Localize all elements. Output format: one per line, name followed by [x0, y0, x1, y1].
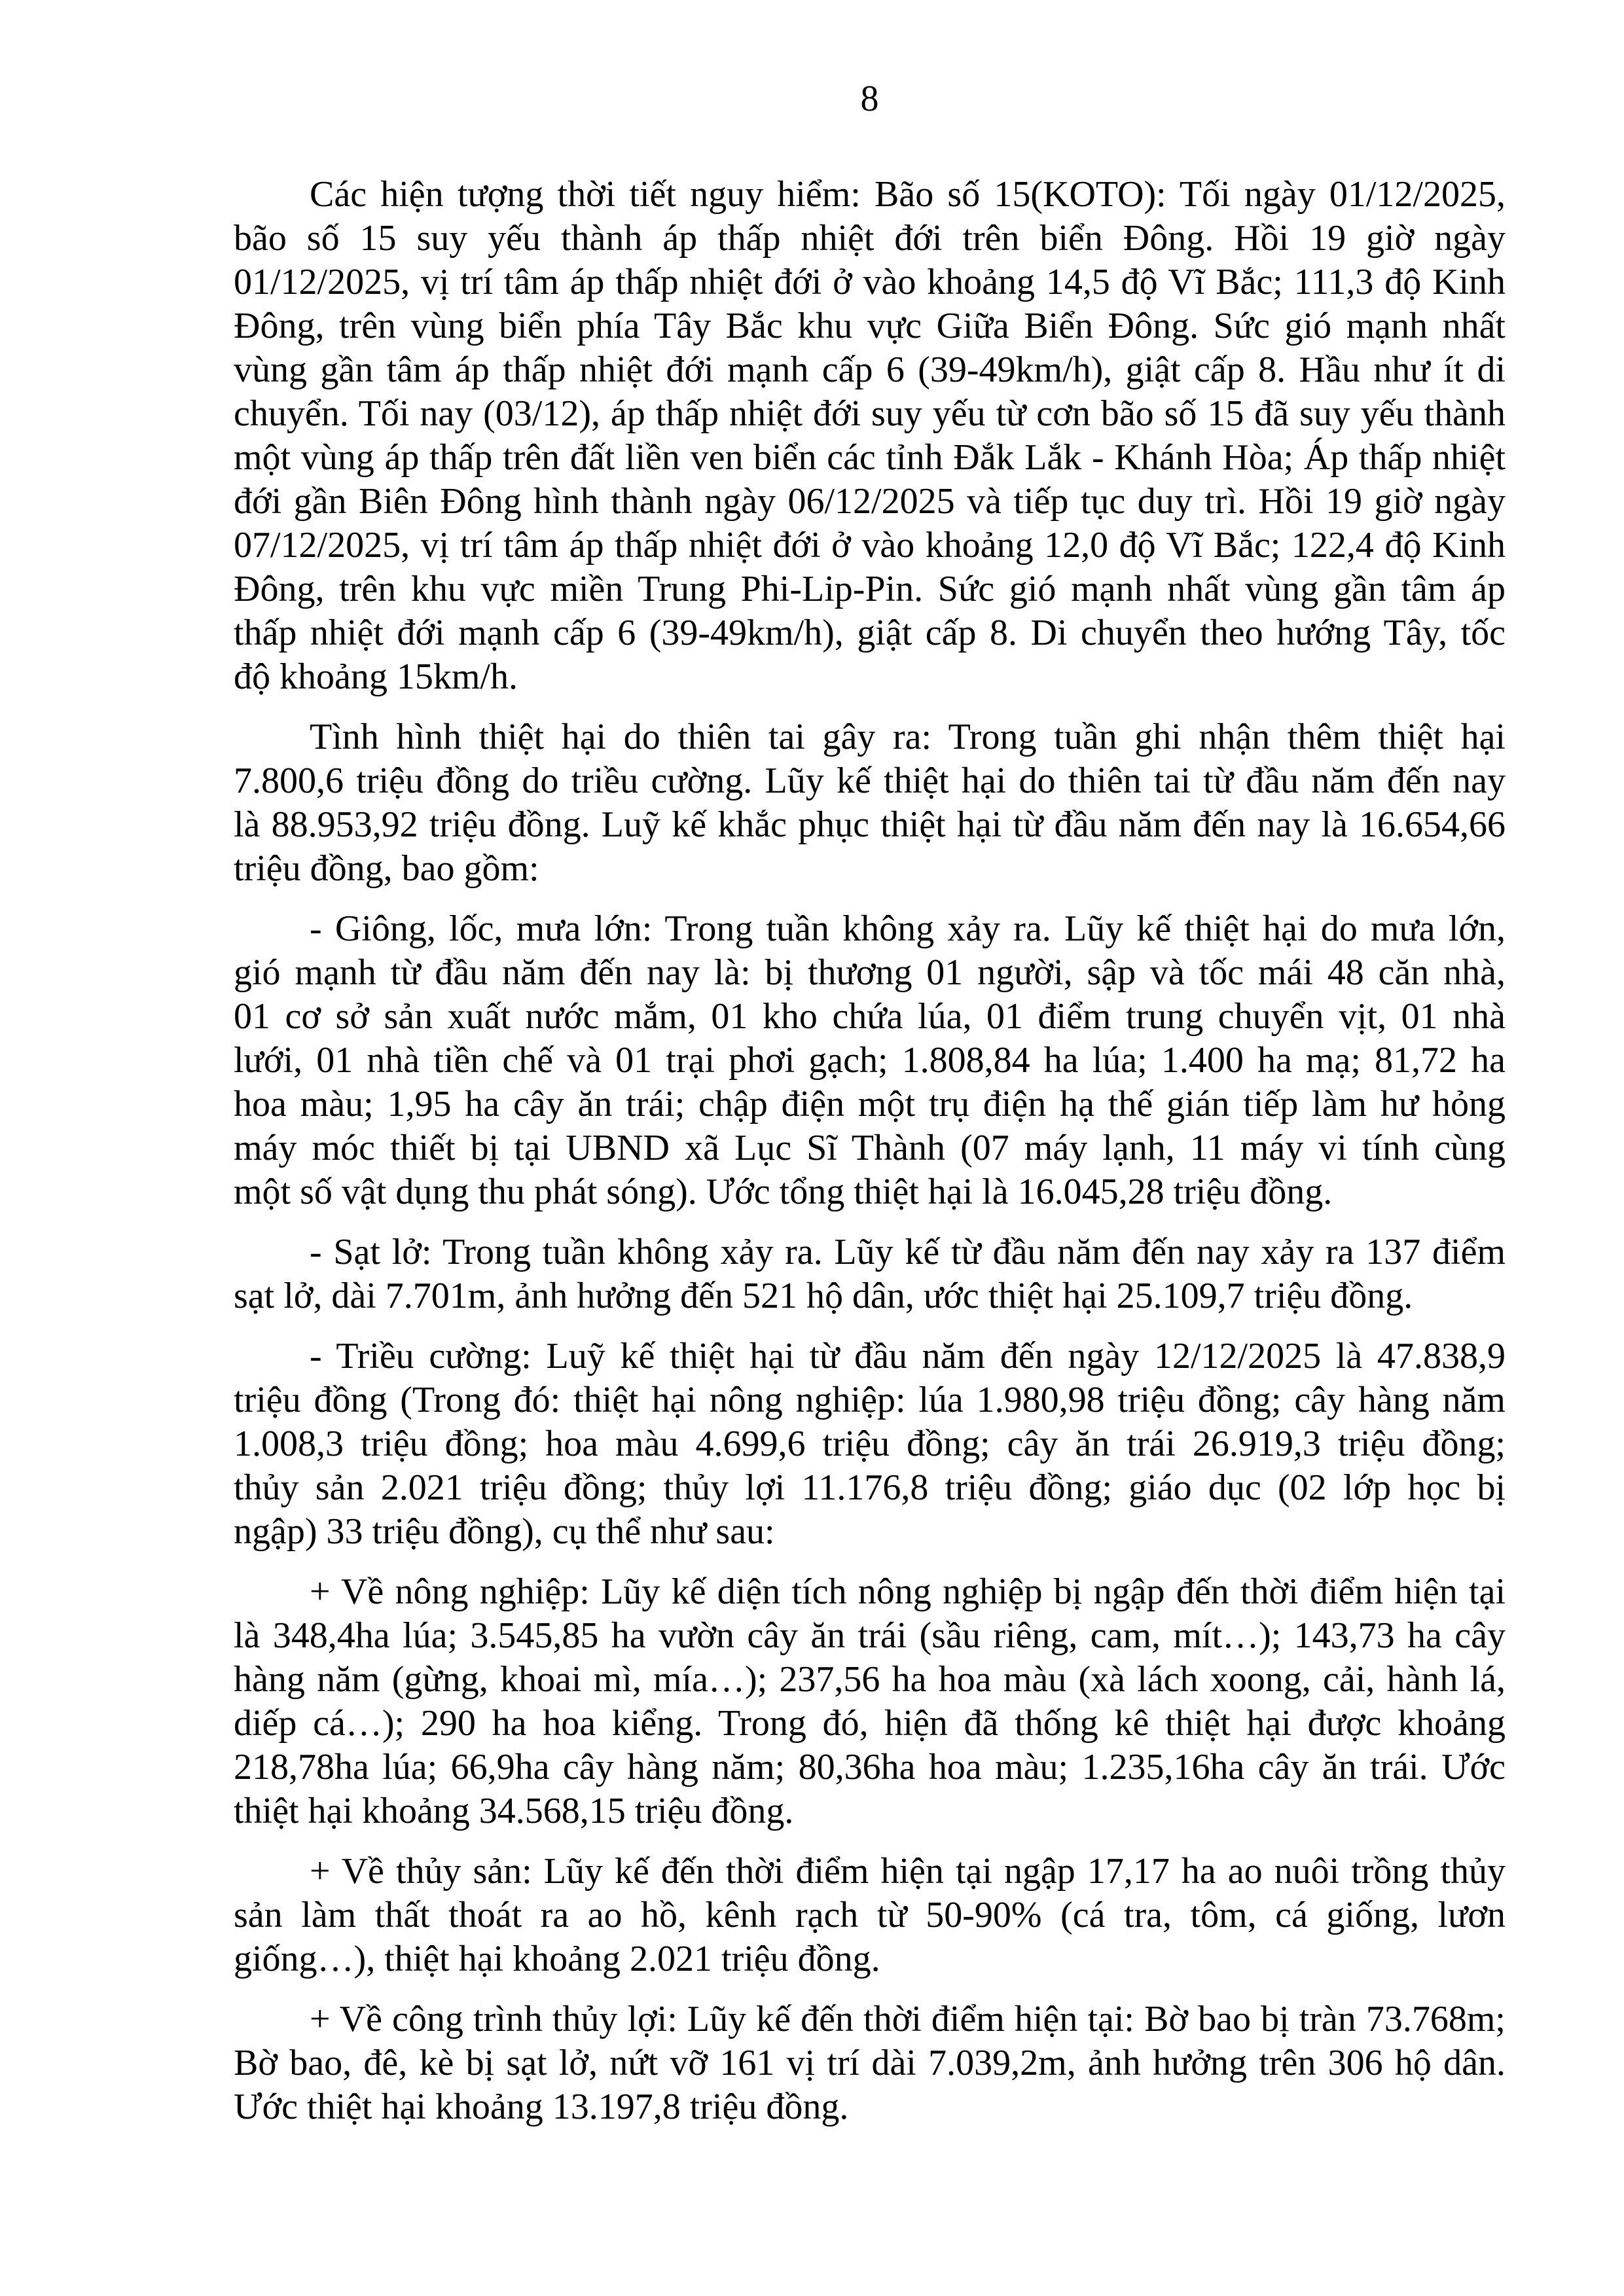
paragraph-line: thủy sản 2.021 triệu đồng; thủy lợi 11.176,8 triệu đồng; giáo dục (02 lớp học bị	[234, 1467, 1506, 1508]
paragraph-line: - Sạt lở: Trong tuần không xảy ra. Lũy kế từ đầu năm đến nay xảy ra 137 điểm	[310, 1232, 1506, 1272]
paragraph-storm-whirlwind-heavy-rain	[234, 907, 1506, 1214]
paragraph-aquaculture	[234, 1850, 1506, 1981]
paragraph-line: gió mạnh từ đầu năm đến nay là: bị thương 01 người, sập và tốc mái 48 căn nhà,	[234, 952, 1506, 993]
paragraph-line: 01/12/2025, vị trí tâm áp thấp nhiệt đới ở vào khoảng 14,5 độ Vĩ Bắc; 111,3 độ Kinh	[234, 262, 1506, 302]
paragraph-line: thiệt hại khoảng 34.568,15 triệu đồng.	[234, 1791, 794, 1831]
paragraph-line: Các hiện tượng thời tiết nguy hiểm: Bão số 15(KOTO): Tối ngày 01/12/2025,	[310, 174, 1506, 215]
paragraph-line: triệu đồng (Trong đó: thiệt hại nông nghiệp: lúa 1.980,98 triệu đồng; cây hàng năm	[234, 1380, 1506, 1420]
paragraph-line: lưới, 01 nhà tiền chế và 01 trại phơi gạch; 1.808,84 ha lúa; 1.400 ha mạ; 81,72 ha	[234, 1040, 1506, 1081]
paragraph-line: bão số 15 suy yếu thành áp thấp nhiệt đới trên biển Đông. Hồi 19 giờ ngày	[234, 218, 1506, 259]
paragraph-line: 7.800,6 triệu đồng do triều cường. Lũy kế thiệt hại do thiên tai từ đầu năm đến nay	[234, 761, 1506, 801]
paragraph-high-tide	[234, 1335, 1506, 1554]
paragraph-line: Đông, trên khu vực miền Trung Phi-Lip-Pin. Sức gió mạnh nhất vùng gần tâm áp	[234, 569, 1506, 609]
paragraph-line: chuyển. Tối nay (03/12), áp thấp nhiệt đới suy yếu từ cơn bão số 15 đã suy yếu thành	[234, 393, 1506, 434]
page-number: 8	[860, 79, 879, 119]
document-body	[234, 173, 1506, 2145]
paragraph-irrigation-works	[234, 1998, 1506, 2129]
paragraph-line: Đông, trên vùng biển phía Tây Bắc khu vực Giữa Biển Đông. Sức gió mạnh nhất	[234, 306, 1506, 346]
paragraph-line: đới gần Biên Đông hình thành ngày 06/12/2025 và tiếp tục duy trì. Hồi 19 giờ ngày	[234, 481, 1506, 522]
paragraph-line: độ khoảng 15km/h.	[234, 656, 518, 697]
paragraph-damage-summary	[234, 715, 1506, 891]
paragraph-line: 07/12/2025, vị trí tâm áp thấp nhiệt đới ở vào khoảng 12,0 độ Vĩ Bắc; 122,4 độ Kinh	[234, 525, 1506, 565]
paragraph-line: diếp cá…); 290 ha hoa kiểng. Trong đó, hiện đã thống kê thiệt hại được khoảng	[234, 1703, 1506, 1744]
paragraph-line: 01 cơ sở sản xuất nước mắm, 01 kho chứa lúa, 01 điểm trung chuyển vịt, 01 nhà	[234, 996, 1506, 1037]
paragraph-line: một vùng áp thấp trên đất liền ven biển các tỉnh Đắk Lắk - Khánh Hòa; Áp thấp nhiệt	[234, 437, 1506, 478]
paragraph-landslide	[234, 1230, 1506, 1318]
paragraph-line: sạt lở, dài 7.701m, ảnh hưởng đến 521 hộ dân, ước thiệt hại 25.109,7 triệu đồng.	[234, 1276, 1413, 1316]
paragraph-line: Ước thiệt hại khoảng 13.197,8 triệu đồng.	[234, 2087, 849, 2127]
paragraph-line: + Về thủy sản: Lũy kế đến thời điểm hiện tại ngập 17,17 ha ao nuôi trồng thủy	[310, 1851, 1506, 1892]
paragraph-line: Bờ bao, đê, kè bị sạt lở, nứt vỡ 161 vị trí dài 7.039,2m, ảnh hưởng trên 306 hộ dân.	[234, 2043, 1506, 2083]
paragraph-line: vùng gần tâm áp thấp nhiệt đới mạnh cấp 6 (39-49km/h), giật cấp 8. Hầu như ít di	[234, 350, 1506, 390]
paragraph-line: thấp nhiệt đới mạnh cấp 6 (39-49km/h), giật cấp 8. Di chuyển theo hướng Tây, tốc	[234, 613, 1506, 653]
paragraph-line: hàng năm (gừng, khoai mì, mía…); 237,56 ha hoa màu (xà lách xoong, cải, hành lá,	[234, 1659, 1506, 1700]
paragraph-line: - Giông, lốc, mưa lớn: Trong tuần không xảy ra. Lũy kế thiệt hại do mưa lớn,	[310, 908, 1506, 949]
paragraph-dangerous-weather	[234, 173, 1506, 699]
paragraph-line: là 348,4ha lúa; 3.545,85 ha vườn cây ăn trái (sầu riêng, cam, mít…); 143,73 ha cây	[234, 1615, 1506, 1656]
paragraph-line: một số vật dụng thu phát sóng). Ước tổng thiệt hại là 16.045,28 triệu đồng.	[234, 1172, 1333, 1212]
paragraph-line: + Về nông nghiệp: Lũy kế diện tích nông nghiệp bị ngập đến thời điểm hiện tại	[310, 1571, 1506, 1612]
paragraph-line: máy móc thiết bị tại UBND xã Lục Sĩ Thành (07 máy lạnh, 11 máy vi tính cùng	[234, 1128, 1506, 1168]
paragraph-line: 218,78ha lúa; 66,9ha cây hàng năm; 80,36ha hoa màu; 1.235,16ha cây ăn trái. Ước	[234, 1747, 1506, 1787]
paragraph-agriculture	[234, 1570, 1506, 1833]
paragraph-line: giống…), thiệt hại khoảng 2.021 triệu đồng.	[234, 1939, 880, 1979]
paragraph-line: hoa màu; 1,95 ha cây ăn trái; chập điện một trụ điện hạ thế gián tiếp làm hư hỏng	[234, 1084, 1506, 1124]
paragraph-line: sản làm thất thoát ra ao hồ, kênh rạch từ 50-90% (cá tra, tôm, cá giống, lươn	[234, 1895, 1506, 1935]
paragraph-line: là 88.953,92 triệu đồng. Luỹ kế khắc phục thiệt hại từ đầu năm đến nay là 16.654,66	[234, 804, 1506, 845]
paragraph-line: ngập) 33 triệu đồng), cụ thể như sau:	[234, 1511, 775, 1552]
paragraph-line: triệu đồng, bao gồm:	[234, 848, 539, 889]
paragraph-line: 1.008,3 triệu đồng; hoa màu 4.699,6 triệu đồng; cây ăn trái 26.919,3 triệu đồng;	[234, 1424, 1506, 1464]
paragraph-line: + Về công trình thủy lợi: Lũy kế đến thời điểm hiện tại: Bờ bao bị tràn 73.768m;	[310, 1999, 1506, 2039]
paragraph-line: - Triều cường: Luỹ kế thiệt hại từ đầu năm đến ngày 12/12/2025 là 47.838,9	[310, 1336, 1506, 1376]
paragraph-line: Tình hình thiệt hại do thiên tai gây ra: Trong tuần ghi nhận thêm thiệt hại	[310, 717, 1506, 757]
